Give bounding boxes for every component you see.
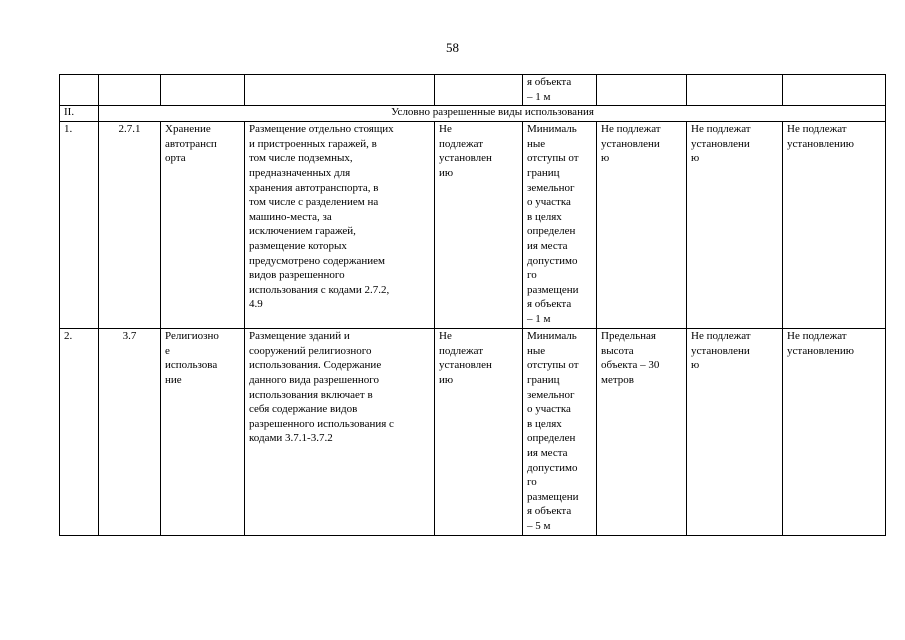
table-cell xyxy=(60,75,99,106)
coverage-cell: Не подлежат установлени ю xyxy=(687,329,783,535)
section-header-row xyxy=(60,106,886,122)
lot-size-cell: Не подлежат установлен ию xyxy=(435,122,523,329)
use-description: Размещение отдельно стоящих и пристроенных гаражей, в том числе подземных, предназначенных для хранения автотранспорта, в том числе с разделением на машино-места, за исключением гаражей, размещение которых предусмотрено содержанием видов разрешенного использования с кодами 2.7.2, 4.9 xyxy=(245,122,435,329)
height-cell: Предельная высота объекта – 30 метров xyxy=(597,329,687,535)
use-description: Размещение зданий и сооружений религиозного использования. Содержание данного вида разрешенного использования включает в себя содержание видов разрешенного использования с кодами 3.7.1-3.7.2 xyxy=(245,329,435,535)
land-use-table xyxy=(59,74,886,536)
table-cell xyxy=(435,75,523,106)
use-code: 2.7.1 xyxy=(99,122,161,329)
table-cell xyxy=(687,75,783,106)
section-title: Условно разрешенные виды использования xyxy=(99,106,886,122)
row-number: 2. xyxy=(60,329,99,535)
table-cell: я объекта – 1 м xyxy=(523,75,597,106)
use-code: 3.7 xyxy=(99,329,161,535)
section-number: II. xyxy=(60,106,99,122)
table-cell xyxy=(245,75,435,106)
use-name: Религиозно е использова ние xyxy=(161,329,245,535)
row-number: 1. xyxy=(60,122,99,329)
table-cell xyxy=(161,75,245,106)
other-cell: Не подлежат установлению xyxy=(783,329,886,535)
continuation-row xyxy=(60,75,886,106)
use-name: Хранение автотрансп орта xyxy=(161,122,245,329)
height-cell: Не подлежат установлени ю xyxy=(597,122,687,329)
table-cell xyxy=(99,75,161,106)
table-row xyxy=(60,122,886,329)
page-number: 58 xyxy=(446,40,459,55)
lot-size-cell: Не подлежат установлен ию xyxy=(435,329,523,535)
table-cell xyxy=(783,75,886,106)
setbacks-cell: Минималь ные отступы от границ земельног о участка в целях определен ия места допустимо го размещени я объекта – 1 м xyxy=(523,122,597,329)
table-row xyxy=(60,329,886,535)
setbacks-cell: Минималь ные отступы от границ земельног о участка в целях определен ия места допустимо го размещени я объекта – 5 м xyxy=(523,329,597,535)
coverage-cell: Не подлежат установлени ю xyxy=(687,122,783,329)
table-cell xyxy=(597,75,687,106)
other-cell: Не подлежат установлению xyxy=(783,122,886,329)
